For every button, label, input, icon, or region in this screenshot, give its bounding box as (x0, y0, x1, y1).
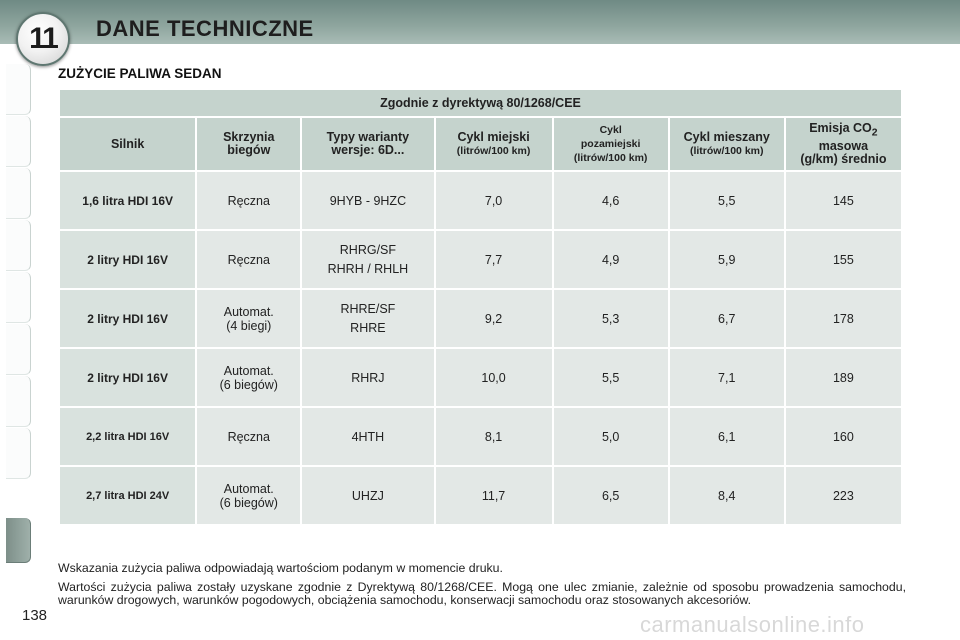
column-header: Cykl miejski (litrów/100 km) (436, 118, 552, 170)
co2-cell: 178 (786, 290, 901, 347)
engine-cell: 2,7 litra HDI 24V (60, 467, 195, 524)
column-header-row (60, 118, 901, 170)
chapter-tabs-rail (0, 64, 34, 564)
chapter-tab[interactable] (6, 272, 31, 323)
extra-urban-cell: 4,9 (554, 231, 668, 288)
co2-cell: 155 (786, 231, 901, 288)
column-header: Emisja $CO_2$ masowa (g/km) średnio (786, 118, 901, 170)
engine-cell: 2 litry HDI 16V (60, 290, 195, 347)
column-header: Typy warianty wersje: 6D... (302, 118, 433, 170)
gearbox-cell: Automat. (6 biegów) (197, 467, 300, 524)
engine-cell: 2 litry HDI 16V (60, 231, 195, 288)
variant-cell: UHZJ (302, 467, 433, 524)
directive-header: Zgodnie z dyrektywą 80/1268/CEE (60, 90, 901, 116)
engine-cell: 2 litry HDI 16V (60, 349, 195, 406)
extra-urban-cell: 5,3 (554, 290, 668, 347)
column-header: Skrzynia biegów (197, 118, 300, 170)
chapter-tab[interactable] (6, 324, 31, 375)
extra-urban-cell: 4,6 (554, 172, 668, 229)
column-header: Silnik (60, 118, 195, 170)
combined-cell: 5,9 (670, 231, 784, 288)
fuel-consumption-table (58, 88, 903, 526)
city-cell: 10,0 (436, 349, 552, 406)
table-row (60, 408, 901, 465)
combined-cell: 6,1 (670, 408, 784, 465)
table-row (60, 231, 901, 288)
gearbox-cell: Ręczna (197, 408, 300, 465)
variant-cell: RHRE/SF RHRE (302, 290, 433, 347)
extra-urban-cell: 5,5 (554, 349, 668, 406)
engine-cell: 2,2 litra HDI 16V (60, 408, 195, 465)
watermark: carmanualsonline.info (640, 612, 865, 637)
co2-cell: 160 (786, 408, 901, 465)
chapter-tab[interactable] (6, 168, 31, 219)
page-number: 138 (22, 607, 48, 624)
note-consumption-disclaimer: Wartości zużycia paliwa zostały uzyskane zgodnie z Dyrektywą 80/1268/CEE. Mogą one ulec zmianie, zależnie od sposobu prowadzenia samochodu, warunków drogowych, warunków pogodowych, obciążenia samochodu, konserwacji samochodu oraz stosowanych akcesoriów. (58, 580, 906, 607)
variant-cell: 4HTH (302, 408, 433, 465)
gearbox-cell: Ręczna (197, 172, 300, 229)
section-title: ZUŻYCIE PALIWA SEDAN (58, 66, 222, 81)
engine-cell: 1,6 litra HDI 16V (60, 172, 195, 229)
combined-cell: 7,1 (670, 349, 784, 406)
table-row (60, 290, 901, 347)
table-row (60, 172, 901, 229)
chapter-number-badge: 11 (16, 12, 70, 66)
notes-section (58, 562, 906, 607)
combined-cell: 8,4 (670, 467, 784, 524)
co2-cell: 223 (786, 467, 901, 524)
combined-cell: 5,5 (670, 172, 784, 229)
chapter-tab[interactable] (6, 116, 31, 167)
co2-cell: 145 (786, 172, 901, 229)
table-row (60, 467, 901, 524)
table-row (60, 349, 901, 406)
gearbox-cell: Ręczna (197, 231, 300, 288)
extra-urban-cell: 5,0 (554, 408, 668, 465)
city-cell: 8,1 (436, 408, 552, 465)
page-title: DANE TECHNICZNE (96, 16, 314, 41)
column-header: Cykl pozamiejski (litrów/100 km) (554, 118, 668, 170)
combined-cell: 6,7 (670, 290, 784, 347)
extra-urban-cell: 6,5 (554, 467, 668, 524)
variant-cell: RHRJ (302, 349, 433, 406)
gearbox-cell: Automat. (6 biegów) (197, 349, 300, 406)
city-cell: 7,0 (436, 172, 552, 229)
gearbox-cell: Automat. (4 biegi) (197, 290, 300, 347)
city-cell: 7,7 (436, 231, 552, 288)
chapter-tab[interactable] (6, 220, 31, 271)
chapter-tab[interactable] (6, 64, 31, 115)
chapter-tab-active[interactable] (6, 518, 31, 563)
variant-cell: RHRG/SF RHRH / RHLH (302, 231, 433, 288)
chapter-tab[interactable] (6, 376, 31, 427)
variant-cell: 9HYB - 9HZC (302, 172, 433, 229)
city-cell: 9,2 (436, 290, 552, 347)
chapter-tab[interactable] (6, 428, 31, 479)
co2-cell: 189 (786, 349, 901, 406)
city-cell: 11,7 (436, 467, 552, 524)
column-header: Cykl mieszany (litrów/100 km) (670, 118, 784, 170)
note-print-info: Wskazania zużycia paliwa odpowiadają wartościom podanym w momencie druku. (58, 561, 503, 575)
